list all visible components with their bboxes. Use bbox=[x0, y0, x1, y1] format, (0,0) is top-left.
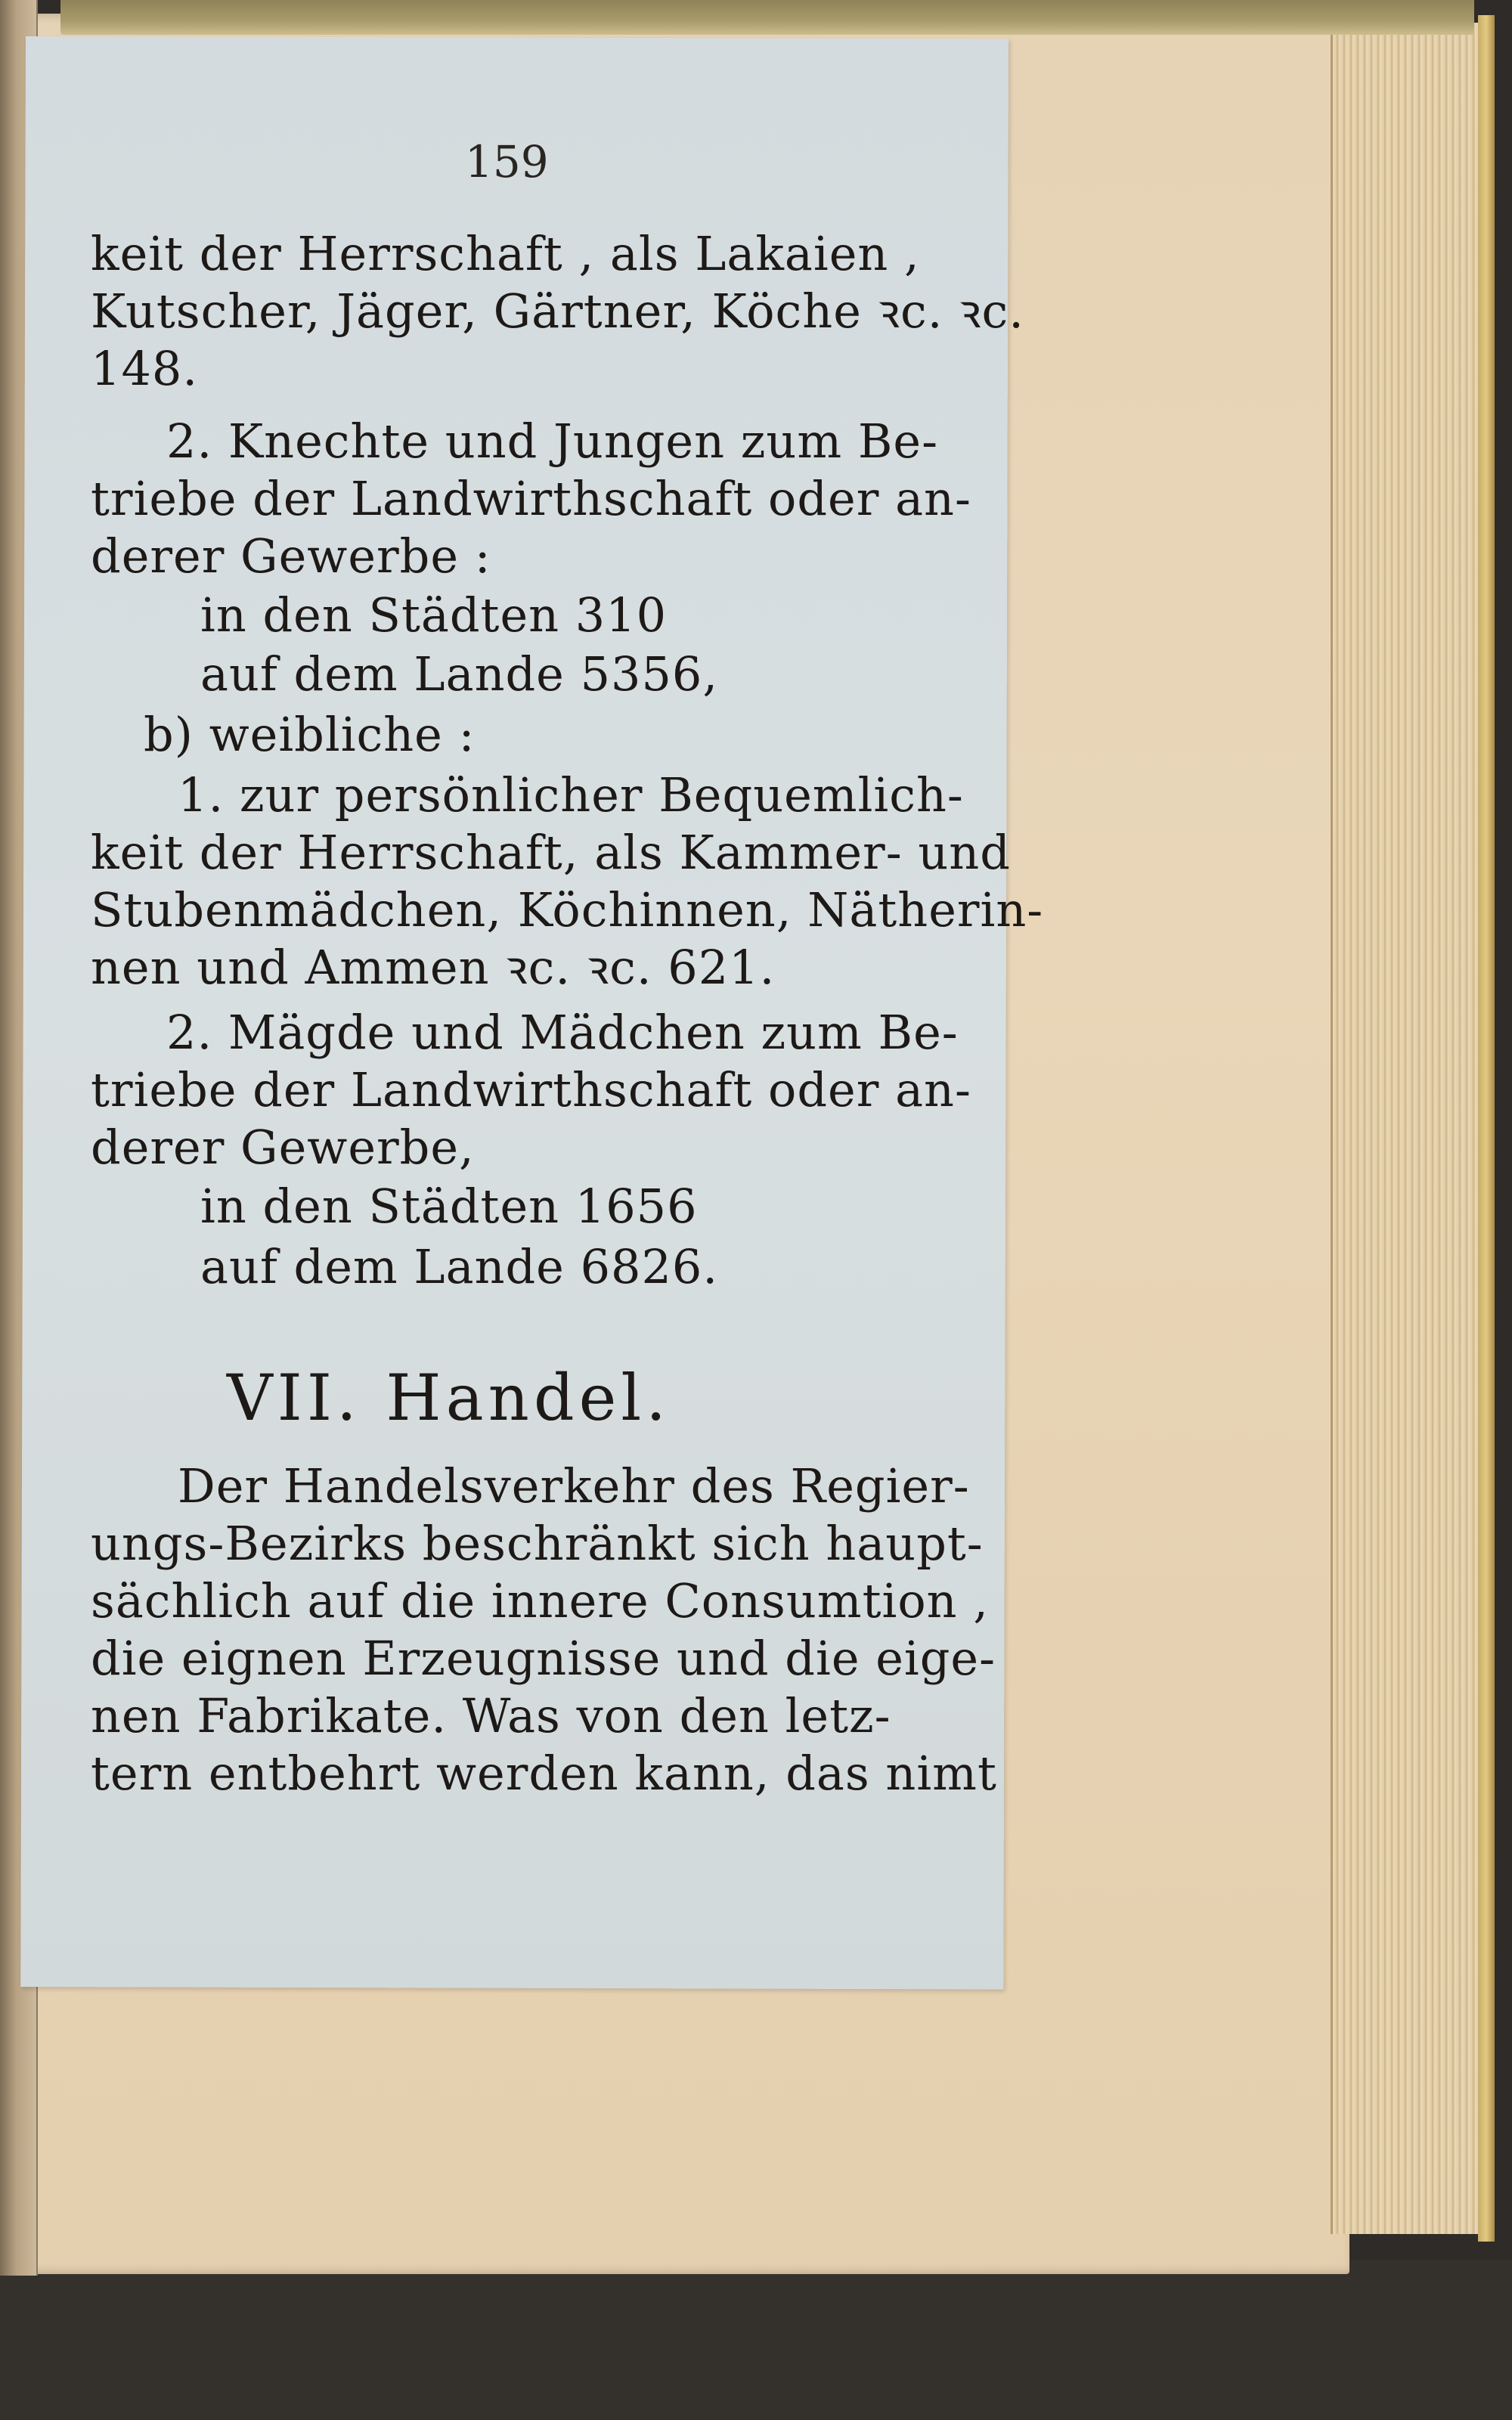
text-line: 2. Knechte und Jungen zum Be- bbox=[166, 414, 939, 469]
text-line: 2. Mägde und Mädchen zum Be- bbox=[166, 1005, 959, 1060]
paragraph-line: Der Handelsverkehr des Regier- bbox=[178, 1458, 970, 1514]
text-line: auf dem Lande 6826. bbox=[200, 1239, 719, 1294]
text-line: triebe der Landwirthschaft oder an- bbox=[91, 1062, 971, 1117]
text-line: in den Städten 1656 bbox=[200, 1179, 698, 1234]
text-line: triebe der Landwirthschaft oder an- bbox=[91, 471, 971, 526]
text-line: Stubenmädchen, Köchinnen, Nätherin- bbox=[91, 882, 1044, 937]
desk-background bbox=[0, 2260, 1512, 2420]
page-stack-edge bbox=[1331, 23, 1484, 2234]
gilt-edge bbox=[1478, 15, 1495, 2242]
paragraph-line: sächlich auf die innere Consumtion , bbox=[91, 1573, 989, 1628]
paragraph-line: die eignen Erzeugnisse und die eige- bbox=[91, 1631, 996, 1686]
text-line: in den Städten 310 bbox=[200, 587, 668, 643]
text-line: derer Gewerbe, bbox=[91, 1120, 475, 1175]
text-line: keit der Herrschaft , als Lakaien , bbox=[91, 226, 920, 281]
section-heading: VII. Handel. bbox=[227, 1361, 671, 1435]
paragraph-line: nen Fabrikate. Was von den letz- bbox=[91, 1688, 891, 1743]
book-top-edge bbox=[60, 0, 1474, 35]
paragraph-line: tern entbehrt werden kann, das nimt bbox=[91, 1746, 997, 1801]
text-line: nen und Ammen ꝛc. ꝛc. 621. bbox=[91, 940, 776, 995]
text-line: 148. bbox=[91, 341, 199, 396]
paragraph-line: ungs-Bezirks beschränkt sich haupt- bbox=[91, 1516, 984, 1571]
text-line: auf dem Lande 5356, bbox=[200, 646, 719, 702]
text-line: 1. zur persönlicher Bequemlich- bbox=[178, 767, 964, 823]
page-number: 159 bbox=[465, 136, 549, 187]
text-line: Kutscher, Jäger, Gärtner, Köche ꝛc. ꝛc. bbox=[91, 284, 1024, 339]
text-line: b) weibliche : bbox=[144, 707, 476, 762]
text-line: keit der Herrschaft, als Kammer- und bbox=[91, 825, 1011, 880]
text-line: derer Gewerbe : bbox=[91, 528, 491, 584]
